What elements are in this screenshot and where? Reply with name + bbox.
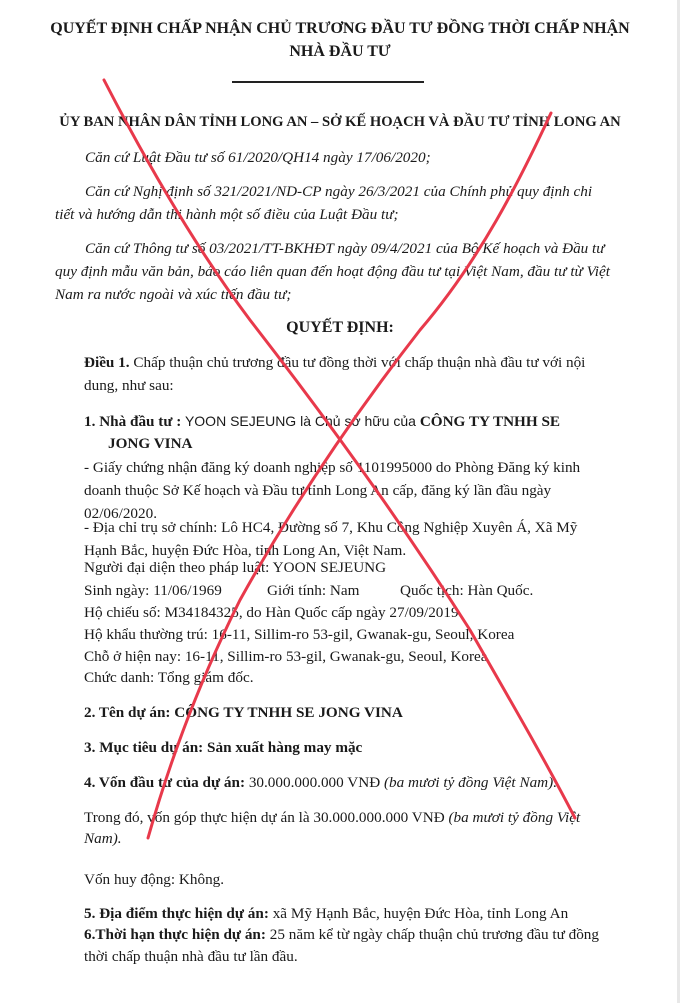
doc-title-line2: NHÀ ĐẦU TƯ [289, 43, 391, 60]
objective-label: 3. Mục tiêu dự án: [84, 739, 208, 756]
article1-line2: dung, như sau: [84, 377, 174, 394]
investor-detail-3: 02/06/2020. [84, 505, 157, 522]
project-name-value: CÔNG TY TNHH SE JONG VINA [174, 704, 403, 721]
capital-words: (ba mươi tỷ đồng Việt Nam). [383, 774, 557, 791]
project-name [84, 703, 403, 723]
location-value: xã Mỹ Hạnh Bắc, huyện Đức Hòa, tỉnh Long An [268, 905, 569, 922]
investor-dob: Sinh ngày: 11/06/1969 [84, 582, 222, 599]
investor-gender: Giới tính: Nam [267, 582, 360, 599]
basis-decree-line2: tiết và hướng dẫn thi hành một số điều của Luật Đầu tư; [55, 206, 399, 223]
mobilized-capital: Vốn huy động: Không. [84, 871, 225, 888]
title-underline [232, 81, 424, 83]
basis-law: Căn cứ Luật Đầu tư số 61/2020/QH14 ngày 17/06/2020; [85, 149, 431, 166]
basis-circular-line3: Nam ra nước ngoài và xúc tiến đầu tư; [55, 286, 292, 303]
investor-passport: Hộ chiếu số: M34184325, do Hàn Quốc cấp ngày 27/09/2019. [84, 604, 463, 621]
objective-value: Sản xuất hàng may mặc [207, 739, 363, 756]
article1-line1 [84, 353, 585, 373]
investor-detail-1: - Giấy chứng nhận đăng ký doanh nghiệp số 1101995000 do Phòng Đăng ký kinh [84, 459, 581, 476]
project-location [84, 904, 568, 924]
location-label: 5. Địa điểm thực hiện dự án: [84, 905, 269, 922]
project-duration-line2: thời chấp thuận nhà đầu tư lần đầu. [84, 948, 298, 965]
capital-contribution-line2: Nam). [84, 830, 122, 847]
project-name-label: 2. Tên dự án: [84, 704, 175, 721]
investor-nationality: Quốc tịch: Hàn Quốc. [400, 582, 534, 599]
duration-label: 6.Thời hạn thực hiện dự án: [84, 926, 266, 943]
investor-title: Chức danh: Tổng giám đốc. [84, 669, 254, 686]
investor-line [84, 411, 560, 432]
investor-name: YOON SEJEUNG là Chủ sở hữu của [181, 413, 420, 429]
capital-contribution-line1 [84, 808, 580, 828]
contribution-words: (ba mươi tỷ đồng Việt [448, 809, 581, 826]
investor-company-b: JONG VINA [108, 435, 193, 452]
investor-detail-6: Người đại diện theo pháp luật: YOON SEJEUNG [84, 559, 387, 576]
investor-label: 1. Nhà đầu tư : [84, 413, 182, 430]
basis-circular-line1: Căn cứ Thông tư số 03/2021/TT-BKHĐT ngày 09/4/2021 của Bộ Kế hoạch và Đầu tư [85, 240, 605, 257]
issuing-authority: ỦY BAN NHÂN DÂN TỈNH LONG AN – SỞ KẾ HOẠCH VÀ ĐẦU TƯ TỈNH LONG AN [59, 114, 621, 130]
investor-detail-4: - Địa chỉ trụ sở chính: Lô HC4, Đường số 7, Khu Công Nghiệp Xuyên Á, Xã Mỹ [84, 519, 578, 536]
doc-title-line1: QUYẾT ĐỊNH CHẤP NHẬN CHỦ TRƯƠNG ĐẦU TƯ ĐỒNG THỜI CHẤP NHẬN [50, 20, 630, 37]
investor-detail-5: Hạnh Bắc, huyện Đức Hòa, tỉnh Long An, Việt Nam. [84, 542, 407, 559]
project-objective [84, 738, 362, 758]
contribution-text: Trong đó, vốn góp thực hiện dự án là 30.000.000.000 VNĐ [84, 809, 449, 826]
duration-value: 25 năm kể từ ngày chấp thuận chủ trương đầu tư đồng [265, 926, 599, 943]
project-capital [84, 773, 557, 793]
investor-residence: Hộ khẩu thường trú: 16-11, Sillim-ro 53-gil, Gwanak-gu, Seoul, Korea [84, 626, 515, 643]
investor-current-address: Chỗ ở hiện nay: 16-11, Sillim-ro 53-gil, Gwanak-gu, Seoul, Korea [84, 648, 488, 665]
capital-value: 30.000.000.000 VNĐ [245, 774, 384, 791]
investor-detail-2: doanh thuộc Sở Kế hoạch và Đầu tư tỉnh Long An cấp, đăng ký lần đầu ngày [84, 482, 552, 499]
capital-label: 4. Vốn đầu tư của dự án: [84, 774, 246, 791]
article1-text: Chấp thuận chủ trương đầu tư đồng thời với chấp thuận nhà đầu tư với nội [129, 354, 586, 371]
decision-heading: QUYẾT ĐỊNH: [286, 319, 394, 336]
investor-company-a: CÔNG TY TNHH SE [419, 413, 561, 430]
project-duration-line1 [84, 925, 599, 945]
basis-decree-line1: Căn cứ Nghị định số 321/2021/ND-CP ngày 26/3/2021 của Chính phủ quy định chi [85, 183, 593, 200]
article1-label: Điều 1. [84, 354, 130, 371]
basis-circular-line2: quy định mẫu văn bản, báo cáo liên quan đến hoạt động đầu tư tại Việt Nam, đầu tư từ Việt [55, 263, 610, 280]
